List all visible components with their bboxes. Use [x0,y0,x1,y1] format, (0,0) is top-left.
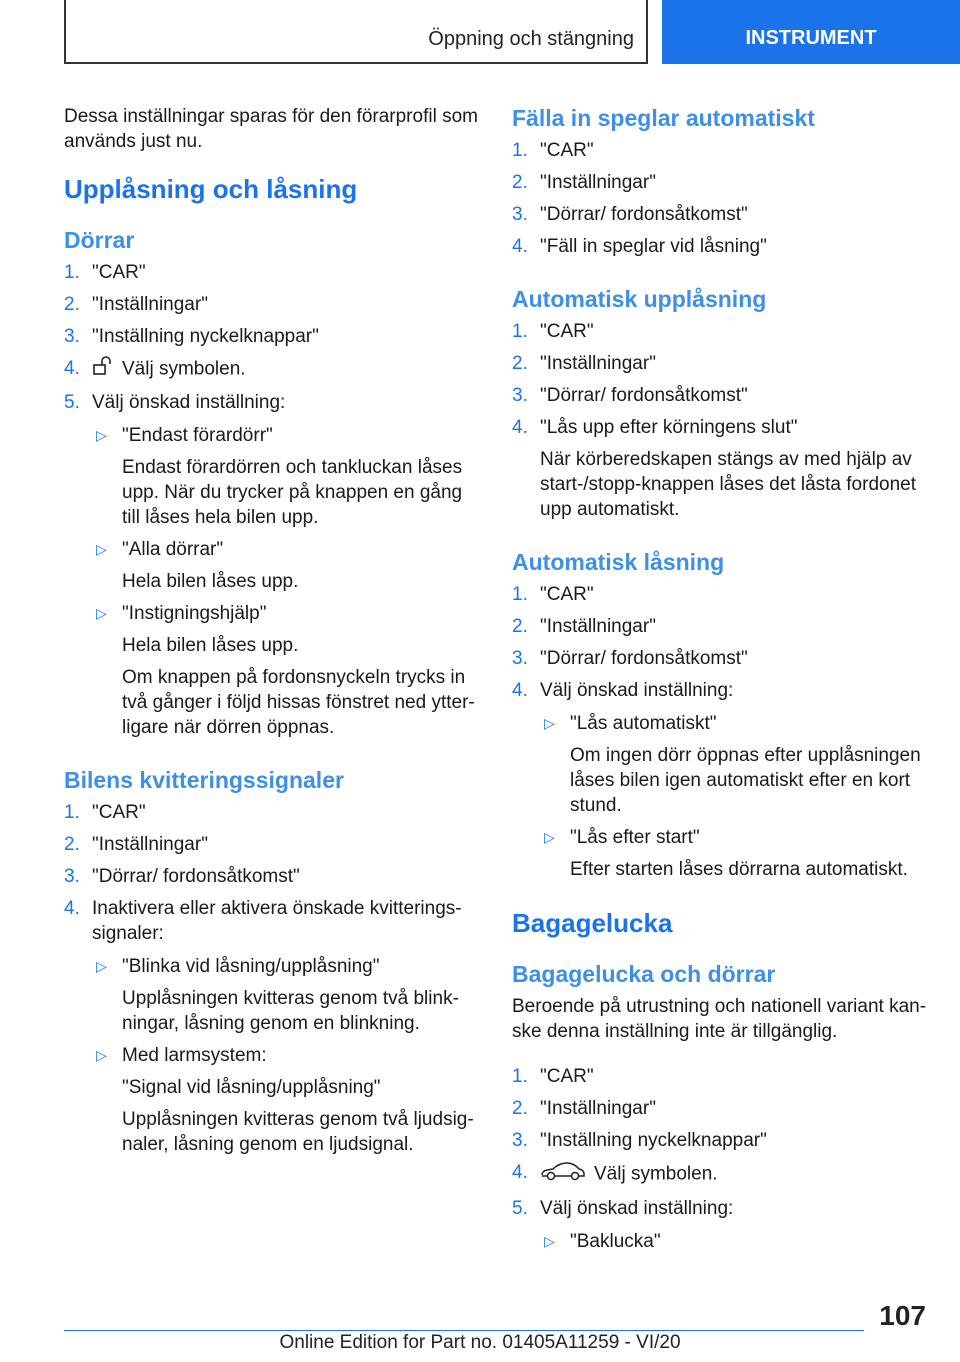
intro-text: Dessa inställningar sparas för den förarprofil som används just nu. [64,106,478,152]
option-item: ▷ "Lås efter start" Efter starten låses dörrarna automatiskt. [544,827,908,880]
list-item: 1. "CAR" [512,140,594,161]
option-item: ▷ "Blinka vid låsning/upplåsning" Upplåsningen kvitteras genom två blinkningar, låsning genom en blinkning. [96,956,459,1034]
triangle-bullet-icon: ▷ [544,829,555,845]
signals-steps [64,800,480,1157]
doors-steps [64,260,480,740]
list-item: 1. "CAR" [512,1066,594,1087]
list-item: 5. Välj önskad inställning: ▷ "Baklucka" [512,1196,928,1254]
list-item: 1. "CAR" [64,802,146,823]
triangle-bullet-icon: ▷ [96,958,107,974]
list-item: 1. "CAR" [64,262,146,283]
list-item: 2. "Inställningar" [64,294,208,315]
heading-mirrors: Fälla in speglar automatiskt [512,105,815,131]
option-item: ▷ "Endast förardörr" Endast förardörren och tankluckan låses upp. När du trycker på knappen en gång till låses hela bilen upp. [96,425,463,528]
list-item: 4. "Lås upp efter körningens slut" När körberedskapen stängs av med hjälp av start-/stopp-knappen låses det låsta fordonet upp automatiskt. [512,417,917,520]
footer-divider [64,1330,864,1331]
auto-lock-steps [512,582,928,882]
list-item: 3. "Dörrar/ fordonsåtkomst" [512,385,748,406]
page-number: 107 [879,1300,926,1331]
list-item: 4. "Fäll in speglar vid låsning" [512,236,767,257]
heading-signals: Bilens kvitteringssignaler [64,767,344,793]
list-item: 3. "Dörrar/ fordonsåtkomst" [64,866,300,887]
footer-edition: Online Edition for Part no. 01405A11259 - VI/20 [279,1332,681,1353]
chapter-tab[interactable]: INSTRUMENT [662,0,960,64]
mirrors-steps [512,138,928,259]
right-column [512,104,928,1280]
trunk-steps [512,1064,928,1254]
unlock-icon [92,356,114,383]
option-item: ▷ "Lås automatiskt" Om ingen dörr öppnas efter upplåsningen låses bilen igen automatiskt efter en kort stund. [544,713,921,816]
option-item: ▷ "Instigningshjälp" Hela bilen låses upp. Om knappen på fordonsnyckeln trycks in två gånger i följd hissas fönstret ned ytterligare när dörren öppnas. [96,603,475,738]
list-item: 2. "Inställningar" [512,353,656,374]
heading-trunk: Bagagelucka och dörrar [512,961,776,987]
option-item: ▷ "Alla dörrar" Hela bilen låses upp. [96,539,299,592]
heading-doors: Dörrar [64,227,135,253]
section-title: Öppning och stängning [428,28,634,50]
triangle-bullet-icon: ▷ [96,427,107,443]
list-item: 3. "Dörrar/ fordonsåtkomst" [512,204,748,225]
list-item: 1. "CAR" [512,584,594,605]
trunk-intro: Beroende på utrustning och nationell variant kanske denna inställning inte är tillgänglig. [512,996,927,1042]
heading-trunk-main: Bagagelucka [512,908,673,938]
option-item: ▷ Med larmsystem: "Signal vid låsning/upplåsning" Upplåsningen kvitteras genom två ljudsignaler, låsning genom en ljudsignal. [96,1045,474,1155]
list-item: 4. Inaktivera eller aktivera önskade kvitteringssignaler: ▷ "Blinka vid låsning/upplåsning" Upplåsningen kvitteras genom två blinkningar, låsning genom en blinkning. ▷ Med larmsystem: "Signal vid låsning/upplåsning" Upplåsningen kvitteras genom två ljudsignaler, låsning genom en ljudsignal. [64,896,480,1157]
left-column [64,104,480,1183]
list-item: 2. "Inställningar" [512,616,656,637]
list-item: 4. Välj symbolen. [64,356,480,383]
triangle-bullet-icon: ▷ [96,541,107,557]
heading-unlock-lock: Upplåsning och låsning [64,174,358,204]
list-item: 3. "Inställning nyckelknappar" [64,326,319,347]
list-item: 4. Välj symbolen. [512,1160,928,1189]
list-item: 4. Välj önskad inställning: ▷ "Lås automatiskt" Om ingen dörr öppnas efter upplåsningen låses bilen igen automatiskt efter en kort stund. ▷ "Lås efter start" Efter starten låses dörrarna automatiskt. [512,678,928,882]
list-item: 1. "CAR" [512,321,594,342]
list-item: 2. "Inställningar" [64,834,208,855]
auto-unlock-steps [512,319,928,522]
list-item: 5. Välj önskad inställning: ▷ "Endast förardörr" Endast förardörren och tankluckan låses upp. När du trycker på knappen en gång till låses hela bilen upp. ▷ "Alla dörrar" Hela bilen låses upp. ▷ "Instigningshjälp" Hela bilen låses upp. Om knappen på fordonsnyckeln trycks in två gånger i följd hissas fönstret ned ytterligare när dörren öppnas. [64,390,480,740]
triangle-bullet-icon: ▷ [544,715,555,731]
option-item: ▷ "Baklucka" [544,1231,661,1252]
list-item: 2. "Inställningar" [512,172,656,193]
heading-auto-unlock: Automatisk upplåsning [512,286,767,312]
list-item: 3. "Inställning nyckelknappar" [512,1130,767,1151]
list-item: 2. "Inställningar" [512,1098,656,1119]
heading-auto-lock: Automatisk låsning [512,549,725,575]
triangle-bullet-icon: ▷ [544,1233,555,1249]
triangle-bullet-icon: ▷ [96,605,107,621]
car-icon [540,1160,586,1189]
triangle-bullet-icon: ▷ [96,1047,107,1063]
list-item: 3. "Dörrar/ fordonsåtkomst" [512,648,748,669]
